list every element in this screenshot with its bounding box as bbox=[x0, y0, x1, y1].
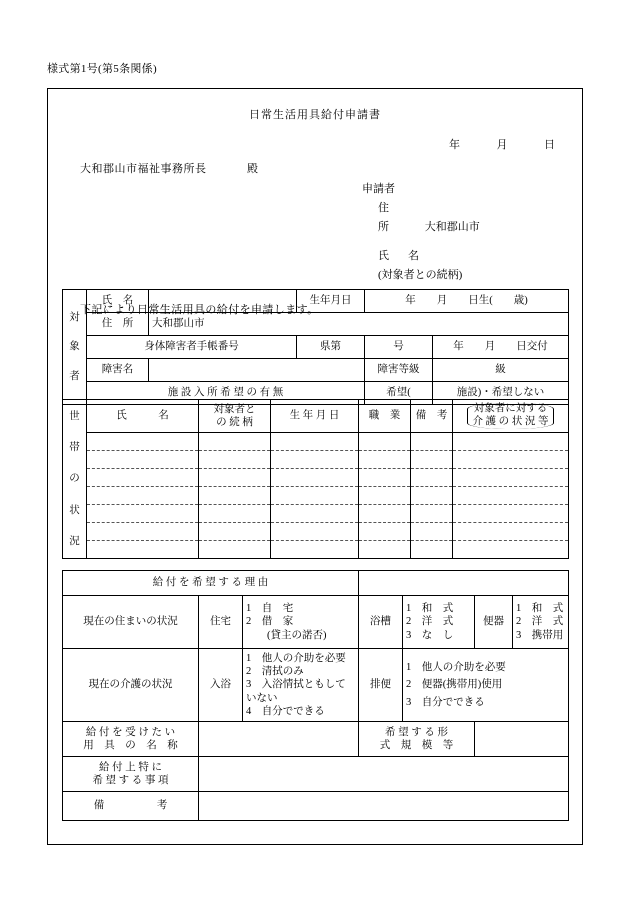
side-label-4: 状 bbox=[69, 504, 80, 516]
request-table bbox=[62, 570, 569, 821]
household-header-note: 備 考 bbox=[411, 400, 453, 433]
cell-note[interactable] bbox=[411, 505, 453, 523]
subject-name-input[interactable] bbox=[149, 290, 297, 313]
handbook-pref-label[interactable]: 県第 bbox=[297, 336, 365, 359]
cell-care[interactable] bbox=[453, 469, 569, 487]
date-day: 日 bbox=[544, 139, 556, 151]
table-row bbox=[63, 469, 569, 487]
bathing-option-1[interactable]: 1 他人の介助を必要 bbox=[246, 653, 346, 665]
date-line bbox=[62, 136, 568, 152]
applicant-label: 申請者 bbox=[362, 183, 395, 195]
living-house-options[interactable] bbox=[243, 596, 359, 649]
table-row bbox=[63, 541, 569, 559]
bath-option-1[interactable]: 1 和 式 bbox=[406, 603, 454, 615]
house-option-2[interactable]: 2 借 家 bbox=[246, 616, 294, 628]
spec-label-line2: 式 規 模 等 bbox=[379, 740, 454, 751]
cell-name[interactable] bbox=[87, 523, 199, 541]
table-row bbox=[63, 792, 569, 821]
household-side-label bbox=[63, 400, 87, 559]
living-bath-label: 浴槽 bbox=[359, 596, 403, 649]
table-row bbox=[63, 722, 569, 757]
disability-label: 障害名 bbox=[87, 359, 149, 382]
subject-address-value[interactable]: 大和郡山市 bbox=[149, 313, 569, 336]
cell-birth[interactable] bbox=[271, 433, 359, 451]
household-table bbox=[62, 399, 569, 559]
household-header-birth: 生 年 月 日 bbox=[271, 400, 359, 433]
handbook-label: 身体障害者手帳番号 bbox=[87, 336, 297, 359]
care-line2: 介 護 の 状 況 等 bbox=[472, 416, 549, 427]
table-row bbox=[63, 400, 569, 433]
cell-birth[interactable] bbox=[271, 451, 359, 469]
side-label-2: 帯 bbox=[69, 442, 80, 454]
care-toilet-options[interactable] bbox=[403, 649, 569, 722]
special-request-label bbox=[63, 757, 199, 792]
excretion-option-2[interactable]: 2 便器(携帯用)使用 bbox=[406, 679, 503, 691]
subject-address-label: 住 所 bbox=[87, 313, 149, 336]
disability-input[interactable] bbox=[149, 359, 365, 382]
household-header-job: 職 業 bbox=[359, 400, 411, 433]
table-row bbox=[63, 649, 569, 722]
care-toilet-label: 排便 bbox=[359, 649, 403, 722]
care-line1: 対象者に対する bbox=[473, 403, 548, 415]
subject-birth-label: 生年月日 bbox=[297, 290, 365, 313]
relation-line1: 対象者と bbox=[213, 403, 256, 415]
table-row bbox=[63, 290, 569, 313]
handbook-issue-label[interactable]: 年 月 日交付 bbox=[433, 336, 569, 359]
subject-side-label bbox=[63, 290, 87, 405]
addressee: 大和郡山市福祉事務所長 bbox=[80, 163, 207, 175]
household-header-care bbox=[453, 400, 569, 433]
addressee-row bbox=[62, 160, 568, 176]
excretion-option-3[interactable]: 3 自分でできる bbox=[406, 696, 485, 708]
care-bathing-label: 入浴 bbox=[199, 649, 243, 722]
cell-relation[interactable] bbox=[199, 505, 271, 523]
facility-label: 施 設 入 所 希 望 の 有 無 bbox=[87, 382, 365, 405]
living-house-label: 住宅 bbox=[199, 596, 243, 649]
household-header-relation bbox=[199, 400, 271, 433]
cell-relation[interactable] bbox=[199, 523, 271, 541]
table-row bbox=[63, 433, 569, 451]
grade-unit[interactable]: 級 bbox=[433, 359, 569, 382]
house-option-3[interactable]: (貸主の諾否) bbox=[246, 629, 327, 641]
cell-care[interactable] bbox=[453, 505, 569, 523]
date-month: 月 bbox=[496, 139, 509, 151]
cell-note[interactable] bbox=[411, 469, 453, 487]
reason-input[interactable] bbox=[359, 571, 569, 596]
cell-note[interactable] bbox=[411, 451, 453, 469]
table-row bbox=[63, 757, 569, 792]
excretion-option-1[interactable]: 1 他人の介助を必要 bbox=[406, 662, 506, 674]
side-label-2: 象 bbox=[69, 341, 80, 353]
cell-birth[interactable] bbox=[271, 469, 359, 487]
applicant-relation-label: (対象者との続柄) bbox=[378, 269, 463, 281]
handbook-no-label[interactable]: 号 bbox=[365, 336, 433, 359]
toilet-option-1[interactable]: 1 和 式 bbox=[516, 603, 564, 615]
cell-name[interactable] bbox=[87, 469, 199, 487]
special-request-input[interactable] bbox=[199, 757, 569, 792]
cell-note[interactable] bbox=[411, 541, 453, 559]
note-label: 備 考 bbox=[63, 792, 199, 821]
cell-name[interactable] bbox=[87, 433, 199, 451]
cell-relation[interactable] bbox=[199, 451, 271, 469]
cell-job[interactable] bbox=[359, 487, 411, 505]
cell-care[interactable] bbox=[453, 523, 569, 541]
cell-care[interactable] bbox=[453, 433, 569, 451]
request-item-label bbox=[63, 722, 199, 757]
form-frame bbox=[47, 88, 583, 845]
cell-relation[interactable] bbox=[199, 469, 271, 487]
table-row bbox=[63, 523, 569, 541]
page-title: 日常生活用具給付申請書 bbox=[249, 109, 381, 121]
spec-label-line1: 希 望 す る 形 bbox=[385, 726, 448, 738]
cell-name[interactable] bbox=[87, 451, 199, 469]
date-year: 年 bbox=[449, 139, 461, 151]
living-toilet-options[interactable] bbox=[513, 596, 569, 649]
special-label-line1: 給 付 上 特 に bbox=[99, 761, 162, 773]
statement-text: 下記により日常生活用具の給付を申請します。 bbox=[80, 304, 319, 316]
grade-label: 障害等級 bbox=[365, 359, 433, 382]
side-label-5: 況 bbox=[69, 535, 80, 547]
living-label: 現在の住まいの状況 bbox=[63, 596, 199, 649]
table-row bbox=[63, 336, 569, 359]
cell-birth[interactable] bbox=[271, 523, 359, 541]
applicant-name-label: 氏 名 bbox=[378, 250, 423, 262]
table-row bbox=[63, 505, 569, 523]
side-label-1: 世 bbox=[69, 411, 80, 423]
facility-hope-label: 希望( bbox=[365, 382, 433, 405]
cell-relation[interactable] bbox=[199, 487, 271, 505]
item-label-line2: 用 具 の 名 称 bbox=[83, 740, 178, 751]
side-label-1: 対 bbox=[69, 312, 80, 324]
cell-care[interactable] bbox=[453, 451, 569, 469]
subject-birth-value[interactable]: 年 月 日生( 歳) bbox=[365, 290, 569, 313]
bath-option-2[interactable]: 2 洋 式 bbox=[406, 616, 454, 628]
item-label-line1: 給 付 を 受 け た い bbox=[85, 726, 176, 738]
cell-care[interactable] bbox=[453, 541, 569, 559]
cell-care[interactable] bbox=[453, 487, 569, 505]
addressee-honorific: 殿 bbox=[247, 163, 258, 175]
applicant-name-block bbox=[62, 247, 568, 285]
table-row bbox=[63, 596, 569, 649]
subject-table bbox=[62, 289, 569, 405]
bathing-option-2[interactable]: 2 清拭のみ bbox=[246, 666, 304, 678]
cell-job[interactable] bbox=[359, 523, 411, 541]
applicant-address-value: 大和郡山市 bbox=[424, 221, 480, 233]
reason-label: 給 付 を 希 望 す る 理 由 bbox=[63, 571, 359, 596]
cell-birth[interactable] bbox=[271, 487, 359, 505]
facility-hope-value[interactable]: 施設)・希望しない bbox=[433, 382, 569, 405]
header-block bbox=[62, 102, 568, 317]
bath-option-3[interactable]: 3 な し bbox=[406, 629, 454, 641]
side-label-3: の bbox=[69, 473, 80, 485]
table-row bbox=[63, 313, 569, 336]
toilet-option-2[interactable]: 2 洋 式 bbox=[516, 616, 564, 628]
applicant-block bbox=[62, 180, 568, 237]
cell-job[interactable] bbox=[359, 433, 411, 451]
cell-name[interactable] bbox=[87, 541, 199, 559]
cell-note[interactable] bbox=[411, 433, 453, 451]
living-toilet-label: 便器 bbox=[475, 596, 513, 649]
table-row bbox=[63, 451, 569, 469]
bathing-option-3[interactable]: 3 入浴情拭ともしていない bbox=[246, 679, 346, 704]
cell-note[interactable] bbox=[411, 523, 453, 541]
house-option-1[interactable]: 1 自 宅 bbox=[246, 603, 294, 615]
request-item-input[interactable] bbox=[199, 722, 359, 757]
applicant-address-row bbox=[362, 199, 568, 237]
cell-relation[interactable] bbox=[199, 433, 271, 451]
table-row bbox=[63, 359, 569, 382]
table-row bbox=[63, 571, 569, 596]
relation-line2: の 続 柄 bbox=[216, 417, 253, 428]
bathing-option-4[interactable]: 4 自分でできる bbox=[246, 705, 325, 717]
note-input[interactable] bbox=[199, 792, 569, 821]
care-label: 現在の介護の状況 bbox=[63, 649, 199, 722]
household-header-name: 氏 名 bbox=[87, 400, 199, 433]
living-bath-options[interactable] bbox=[403, 596, 475, 649]
cell-job[interactable] bbox=[359, 469, 411, 487]
cell-job[interactable] bbox=[359, 505, 411, 523]
cell-birth[interactable] bbox=[271, 505, 359, 523]
cell-note[interactable] bbox=[411, 487, 453, 505]
cell-birth[interactable] bbox=[271, 541, 359, 559]
cell-relation[interactable] bbox=[199, 541, 271, 559]
special-label-line2: 希 望 す る 事 項 bbox=[92, 775, 169, 786]
form-number: 様式第1号(第5条関係) bbox=[47, 63, 157, 75]
cell-name[interactable] bbox=[87, 487, 199, 505]
cell-job[interactable] bbox=[359, 541, 411, 559]
applicant-address-label: 住 所 bbox=[378, 202, 408, 233]
side-label-3: 者 bbox=[69, 370, 80, 382]
toilet-option-3[interactable]: 3 携帯用 bbox=[516, 629, 564, 641]
subject-name-label: 氏 名 bbox=[87, 290, 149, 313]
request-spec-label bbox=[359, 722, 475, 757]
table-row bbox=[63, 487, 569, 505]
cell-name[interactable] bbox=[87, 505, 199, 523]
care-bathing-options[interactable] bbox=[243, 649, 359, 722]
request-spec-input[interactable] bbox=[475, 722, 569, 757]
cell-job[interactable] bbox=[359, 451, 411, 469]
